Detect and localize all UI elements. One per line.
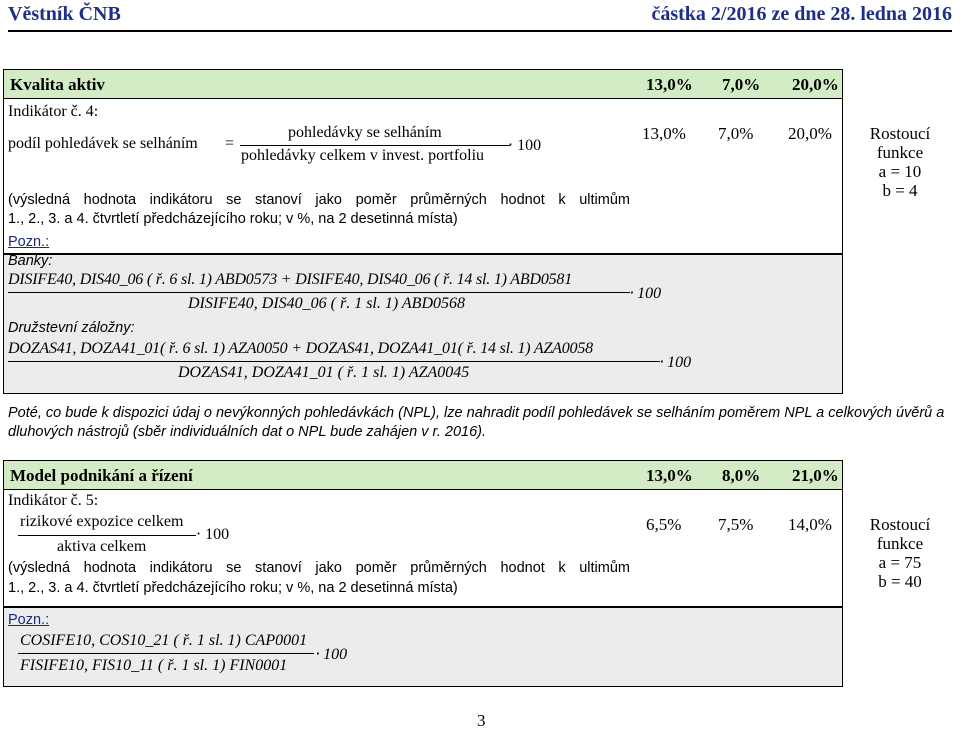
function-type: Rostoucí [869,124,931,143]
formula-denominator: pohledávky celkem v invest. portfoliu [241,147,485,164]
coop-denominator: DOZAS41, DOZA41_01 ( ř. 1 sl. 1) AZA0045 [178,364,470,381]
npl-paragraph: Poté, co bude k dispozici údaj o nevýkonných pohledávkách (NPL), lze nahradit podíl pohledávek se selháním poměrem NPL a celkových úvěrů a dluhových nástrojů (sběr individuálních dat o NPL bude zahájen v r. 2016). [8,405,945,440]
function-type: Rostoucí [869,515,931,534]
indicator-value-3: 20,0% [788,124,832,143]
note-heading: Pozn.: [8,234,50,250]
times-hundred: ⋅ 100 [196,526,230,543]
section-title: Model podnikání a řízení [10,466,193,485]
coop-label: Družstevní záložny: [8,320,135,336]
fraction-bar [18,535,196,536]
formula-left: podíl pohledávek se selháním [8,135,198,152]
coop-fraction-bar [8,361,660,362]
banks-numerator: DISIFE40, DIS40_06 ( ř. 6 sl. 1) ABD0573 + DISIFE40, DIS40_06 ( ř. 14 sl. 1) ABD0581 [8,271,573,288]
weight-value-2: 8,0% [722,466,761,485]
indicator-label: Indikátor č. 4: [8,103,99,120]
weight-value-1: 13,0% [646,75,693,94]
indicator-label: Indikátor č. 5: [8,492,99,509]
note-multiplier: ⋅ 100 [314,646,348,663]
indicator-4-box [3,98,843,254]
function-description [850,124,950,200]
page-header [8,0,952,32]
weight-value-2: 7,0% [722,75,761,94]
param-a: a = 75 [878,553,922,572]
banks-denominator: DISIFE40, DIS40_06 ( ř. 1 sl. 1) ABD0568 [188,295,466,312]
function-word: funkce [876,143,924,162]
section-title: Kvalita aktiv [10,75,105,94]
weight-value-3: 21,0% [792,466,839,485]
fraction-bar [240,145,510,146]
equals-sign: = [225,135,235,152]
function-word: funkce [876,534,924,553]
coop-multiplier: ⋅ 100 [658,354,692,371]
times-hundred: ⋅ 100 [508,137,542,154]
note-fraction-bar [18,653,314,654]
weight-value-3: 20,0% [792,75,839,94]
param-a: a = 10 [878,162,922,181]
function-description [850,515,950,591]
note-denominator: FISIFE10, FIS10_11 ( ř. 1 sl. 1) FIN0001 [20,657,288,674]
note-numerator: COSIFE10, COS10_21 ( ř. 1 sl. 1) CAP0001 [20,632,308,649]
indicator-note-line2: 1., 2., 3. a 4. čtvrtletí předcházejícího roku; v %, na 2 desetinná místa) [8,211,458,227]
indicator-note-line1: (výsledná hodnota indikátoru se stanoví jako poměr průměrných hodnot k ultimům [8,560,630,576]
indicator-note-line2: 1., 2., 3. a 4. čtvrtletí předcházejícího roku; v %, na 2 desetinná místa) [8,580,458,596]
issue-info: částka 2/2016 ze dne 28. ledna 2016 [651,3,952,25]
section-business-model-header [3,460,843,490]
weight-value-1: 13,0% [646,466,693,485]
coop-numerator: DOZAS41, DOZA41_01( ř. 6 sl. 1) AZA0050 + DOZAS41, DOZA41_01( ř. 14 sl. 1) AZA0058 [8,340,593,357]
formula-numerator: rizikové expozice celkem [20,513,184,530]
indicator-value-3: 14,0% [788,515,832,534]
banks-label: Banky: [8,253,53,269]
indicator-value-2: 7,0% [718,124,754,143]
indicator-note-line1: (výsledná hodnota indikátoru se stanoví jako poměr průměrných hodnot k ultimům [8,192,630,208]
param-b: b = 4 [882,181,918,200]
param-b: b = 40 [878,572,922,591]
banks-multiplier: ⋅ 100 [628,285,662,302]
indicator-value-2: 7,5% [718,515,754,534]
formula-numerator: pohledávky se selháním [288,124,442,141]
indicator-value-1: 13,0% [642,124,686,143]
formula-denominator: aktiva celkem [57,538,147,555]
journal-title: Věstník ČNB [8,3,121,25]
note-heading: Pozn.: [8,612,50,628]
section-asset-quality-header [3,69,843,99]
indicator-value-1: 6,5% [646,515,682,534]
page-number: 3 [477,711,486,730]
banks-fraction-bar [8,292,630,293]
